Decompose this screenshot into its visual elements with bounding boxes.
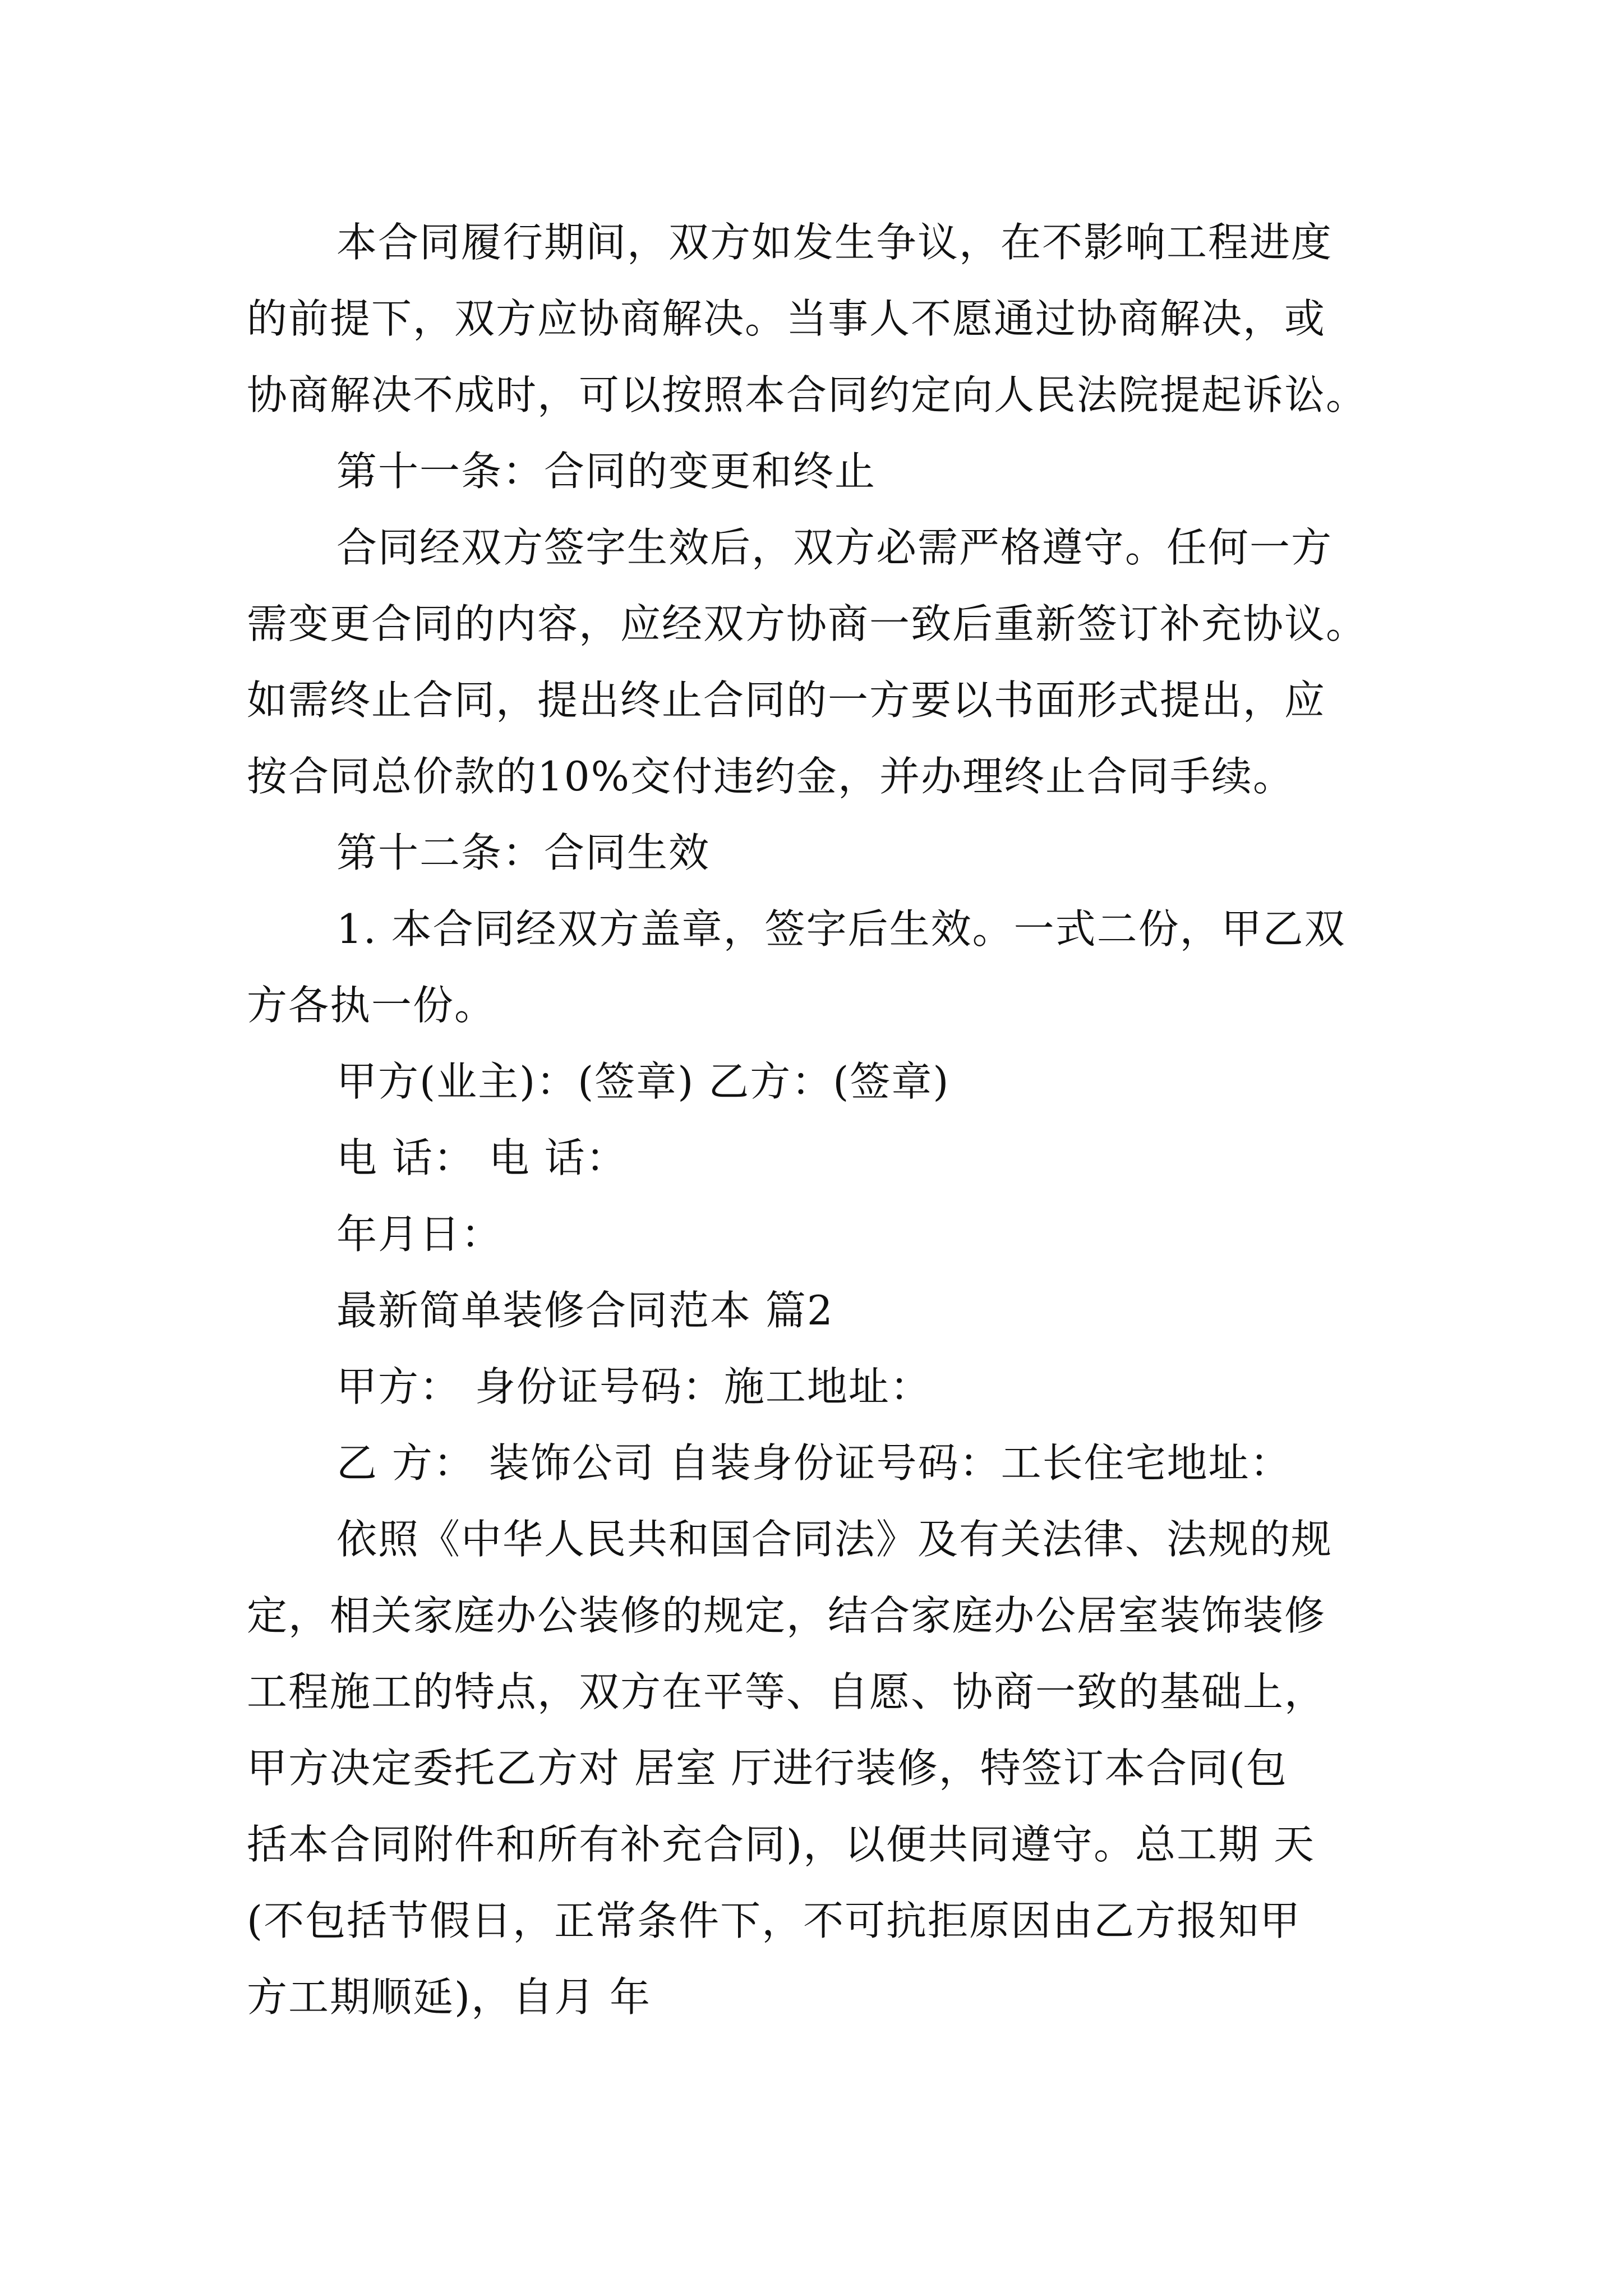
text-line: (不包括节假日，正常条件下，不可抗拒原因由乙方报知甲 bbox=[247, 1897, 1302, 1944]
text-line: 协商解决不成时，可以按照本合同约定向人民法院提起诉讼。 bbox=[247, 371, 1368, 418]
text-line: 定，相关家庭办公装修的规定，结合家庭办公居室装饰装修 bbox=[247, 1592, 1326, 1639]
text-line: 工程施工的特点，双方在平等、自愿、协商一致的基础上， bbox=[247, 1668, 1326, 1715]
party-b-line: 乙 方： 装饰公司 自装身份证号码：工长住宅地址： bbox=[336, 1439, 1292, 1487]
text-line: 本合同履行期间，双方如发生争议，在不影响工程进度 bbox=[336, 219, 1333, 266]
text-line: 需变更合同的内容，应经双方协商一致后重新签订补充协议。 bbox=[247, 600, 1368, 647]
section-heading: 第十一条：合同的变更和终止 bbox=[336, 448, 877, 495]
signature-line: 甲方(业主)：(签章) 乙方：(签章) bbox=[336, 1058, 950, 1105]
phone-line: 电 话： 电 话： bbox=[336, 1134, 628, 1181]
text-line: 合同经双方签字生效后，双方必需严格遵守。任何一方 bbox=[336, 524, 1333, 571]
date-line: 年月日： bbox=[336, 1211, 503, 1258]
text-line: 甲方决定委托乙方对 居室 厅进行装修，特签订本合同(包 bbox=[247, 1745, 1288, 1792]
section-heading: 第十二条：合同生效 bbox=[336, 829, 711, 876]
text-line: 依照《中华人民共和国合同法》及有关法律、法规的规 bbox=[336, 1516, 1333, 1563]
text-line: 的前提下，双方应协商解决。当事人不愿通过协商解决，或 bbox=[247, 295, 1326, 342]
text-line: 如需终止合同，提出终止合同的一方要以书面形式提出，应 bbox=[247, 677, 1326, 724]
text-line: 按合同总价款的10%交付违约金，并办理终止合同手续。 bbox=[247, 753, 1295, 800]
text-line: 方各执一份。 bbox=[247, 982, 496, 1029]
party-a-line: 甲方： 身份证号码：施工地址： bbox=[336, 1363, 932, 1410]
text-line: 方工期顺延)，自月 年 bbox=[247, 1973, 651, 2021]
article-title: 最新简单装修合同范本 篇2 bbox=[336, 1287, 834, 1334]
text-line: 括本合同附件和所有补充合同)，以便共同遵守。总工期 天 bbox=[247, 1821, 1315, 1868]
text-line: 1. 本合同经双方盖章，签字后生效。一式二份，甲乙双 bbox=[336, 905, 1346, 953]
